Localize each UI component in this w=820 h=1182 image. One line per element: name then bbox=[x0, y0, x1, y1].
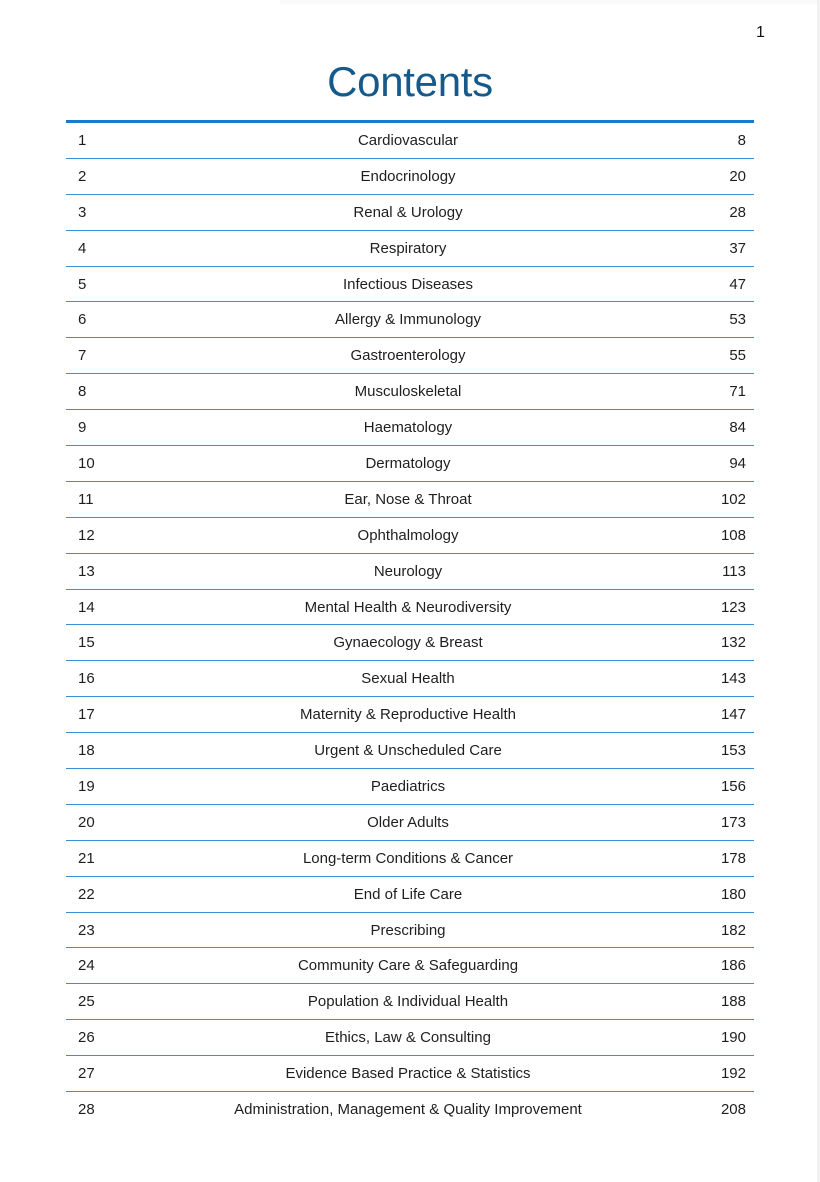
chapter-number: 28 bbox=[78, 1100, 95, 1118]
chapter-title[interactable]: Prescribing bbox=[370, 921, 446, 939]
chapter-title[interactable]: Urgent & Unscheduled Care bbox=[314, 742, 502, 760]
chapter-number: 7 bbox=[78, 347, 87, 365]
chapter-number: 23 bbox=[78, 921, 95, 939]
chapter-page-number: 143 bbox=[720, 670, 746, 688]
chapter-title[interactable]: Dermatology bbox=[365, 454, 451, 472]
toc-row[interactable] bbox=[66, 338, 754, 374]
chapter-title[interactable]: Paediatrics bbox=[370, 777, 446, 795]
chapter-page-number: 173 bbox=[720, 813, 746, 831]
chapter-title[interactable]: Older Adults bbox=[367, 813, 449, 831]
toc-row[interactable] bbox=[66, 410, 754, 446]
chapter-title[interactable]: Ethics, Law & Consulting bbox=[325, 1029, 491, 1047]
toc-row[interactable] bbox=[66, 1092, 754, 1127]
toc-row[interactable] bbox=[66, 302, 754, 338]
toc-row[interactable] bbox=[66, 625, 754, 661]
chapter-title[interactable]: Ophthalmology bbox=[357, 526, 459, 544]
chapter-title[interactable]: Haematology bbox=[363, 419, 453, 437]
page-title: Contents bbox=[327, 58, 493, 105]
chapter-page-number: 84 bbox=[729, 419, 746, 437]
chapter-number: 2 bbox=[78, 167, 87, 185]
chapter-number: 10 bbox=[78, 454, 95, 472]
chapter-page-number: 153 bbox=[720, 742, 746, 760]
toc-row[interactable] bbox=[66, 159, 754, 195]
chapter-page-number: 113 bbox=[722, 562, 746, 580]
toc-row[interactable] bbox=[66, 841, 754, 877]
chapter-number: 18 bbox=[78, 742, 95, 760]
chapter-title[interactable]: Community Care & Safeguarding bbox=[297, 957, 519, 975]
chapter-page-number: 28 bbox=[729, 203, 746, 221]
chapter-number: 5 bbox=[78, 275, 87, 293]
toc-row[interactable] bbox=[66, 446, 754, 482]
toc-row[interactable] bbox=[66, 805, 754, 841]
toc-row[interactable] bbox=[66, 554, 754, 590]
chapter-page-number: 147 bbox=[720, 706, 746, 724]
chapter-number: 8 bbox=[78, 383, 87, 401]
chapter-title[interactable]: Population & Individual Health bbox=[307, 993, 509, 1011]
chapter-title[interactable]: Sexual Health bbox=[361, 670, 455, 688]
chapter-number: 3 bbox=[78, 203, 87, 221]
chapter-number: 16 bbox=[78, 670, 95, 688]
chapter-number: 1 bbox=[78, 131, 87, 149]
chapter-page-number: 188 bbox=[720, 993, 746, 1011]
toc-row[interactable] bbox=[66, 733, 754, 769]
chapter-page-number: 190 bbox=[720, 1029, 746, 1047]
chapter-title[interactable]: Neurology bbox=[373, 562, 443, 580]
chapter-number: 26 bbox=[78, 1029, 95, 1047]
chapter-page-number: 208 bbox=[720, 1100, 746, 1118]
chapter-title[interactable]: Cardiovascular bbox=[357, 131, 459, 149]
chapter-page-number: 178 bbox=[720, 849, 746, 867]
chapter-number: 22 bbox=[78, 885, 95, 903]
chapter-title[interactable]: Ear, Nose & Throat bbox=[344, 490, 472, 508]
chapter-title[interactable]: Maternity & Reproductive Health bbox=[300, 706, 516, 724]
chapter-number: 17 bbox=[78, 706, 95, 724]
toc-row[interactable] bbox=[66, 374, 754, 410]
toc-row[interactable] bbox=[66, 697, 754, 733]
chapter-title[interactable]: End of Life Care bbox=[353, 885, 463, 903]
chapter-title[interactable]: Evidence Based Practice & Statistics bbox=[285, 1065, 531, 1083]
chapter-page-number: 8 bbox=[737, 131, 746, 149]
chapter-page-number: 182 bbox=[720, 921, 746, 939]
chapter-title[interactable]: Mental Health & Neurodiversity bbox=[304, 598, 512, 616]
toc-row[interactable] bbox=[66, 590, 754, 626]
chapter-title[interactable]: Respiratory bbox=[369, 239, 447, 257]
chapter-number: 4 bbox=[78, 239, 87, 257]
chapter-title[interactable]: Administration, Management & Quality Improvement bbox=[234, 1100, 582, 1118]
chapter-page-number: 55 bbox=[729, 347, 746, 365]
toc-row[interactable] bbox=[66, 1056, 754, 1092]
chapter-number: 27 bbox=[78, 1065, 95, 1083]
chapter-number: 25 bbox=[78, 993, 95, 1011]
toc-row[interactable] bbox=[66, 482, 754, 518]
chapter-number: 11 bbox=[78, 490, 94, 508]
toc-row[interactable] bbox=[66, 267, 754, 303]
toc-row[interactable] bbox=[66, 661, 754, 697]
chapter-title[interactable]: Gynaecology & Breast bbox=[333, 634, 483, 652]
toc-row[interactable] bbox=[66, 123, 754, 159]
chapter-page-number: 37 bbox=[729, 239, 746, 257]
chapter-page-number: 102 bbox=[720, 490, 746, 508]
chapter-title[interactable]: Allergy & Immunology bbox=[335, 311, 481, 329]
chapter-title[interactable]: Endocrinology bbox=[360, 167, 456, 185]
toc-row[interactable] bbox=[66, 769, 754, 805]
page-number: 1 bbox=[756, 24, 765, 41]
toc-row[interactable] bbox=[66, 913, 754, 949]
chapter-title[interactable]: Musculoskeletal bbox=[354, 383, 462, 401]
chapter-page-number: 186 bbox=[720, 957, 746, 975]
chapter-page-number: 180 bbox=[720, 885, 746, 903]
chapter-page-number: 132 bbox=[720, 634, 746, 652]
chapter-page-number: 53 bbox=[729, 311, 746, 329]
chapter-number: 12 bbox=[78, 526, 95, 544]
chapter-title[interactable]: Renal & Urology bbox=[353, 203, 463, 221]
toc-row[interactable] bbox=[66, 231, 754, 267]
chapter-number: 15 bbox=[78, 634, 95, 652]
toc-row[interactable] bbox=[66, 195, 754, 231]
chapter-number: 13 bbox=[78, 562, 95, 580]
chapter-page-number: 94 bbox=[729, 454, 746, 472]
chapter-number: 20 bbox=[78, 813, 95, 831]
chapter-title[interactable]: Long-term Conditions & Cancer bbox=[302, 849, 514, 867]
chapter-page-number: 47 bbox=[729, 275, 746, 293]
chapter-page-number: 192 bbox=[720, 1065, 746, 1083]
page-top-edge bbox=[280, 0, 820, 4]
toc-row[interactable] bbox=[66, 877, 754, 913]
chapter-number: 19 bbox=[78, 777, 95, 795]
contents-table bbox=[66, 120, 754, 1127]
toc-row[interactable] bbox=[66, 518, 754, 554]
chapter-page-number: 71 bbox=[729, 383, 746, 401]
chapter-page-number: 156 bbox=[720, 777, 746, 795]
chapter-title[interactable]: Gastroenterology bbox=[350, 347, 466, 365]
chapter-page-number: 20 bbox=[729, 167, 746, 185]
chapter-title[interactable]: Infectious Diseases bbox=[342, 275, 474, 293]
toc-row[interactable] bbox=[66, 1020, 754, 1056]
chapter-number: 21 bbox=[78, 849, 95, 867]
chapter-number: 24 bbox=[78, 957, 95, 975]
chapter-page-number: 123 bbox=[720, 598, 746, 616]
chapter-number: 6 bbox=[78, 311, 87, 329]
toc-row[interactable] bbox=[66, 948, 754, 984]
chapter-number: 9 bbox=[78, 419, 87, 437]
toc-row[interactable] bbox=[66, 984, 754, 1020]
chapter-number: 14 bbox=[78, 598, 95, 616]
chapter-page-number: 108 bbox=[720, 526, 746, 544]
